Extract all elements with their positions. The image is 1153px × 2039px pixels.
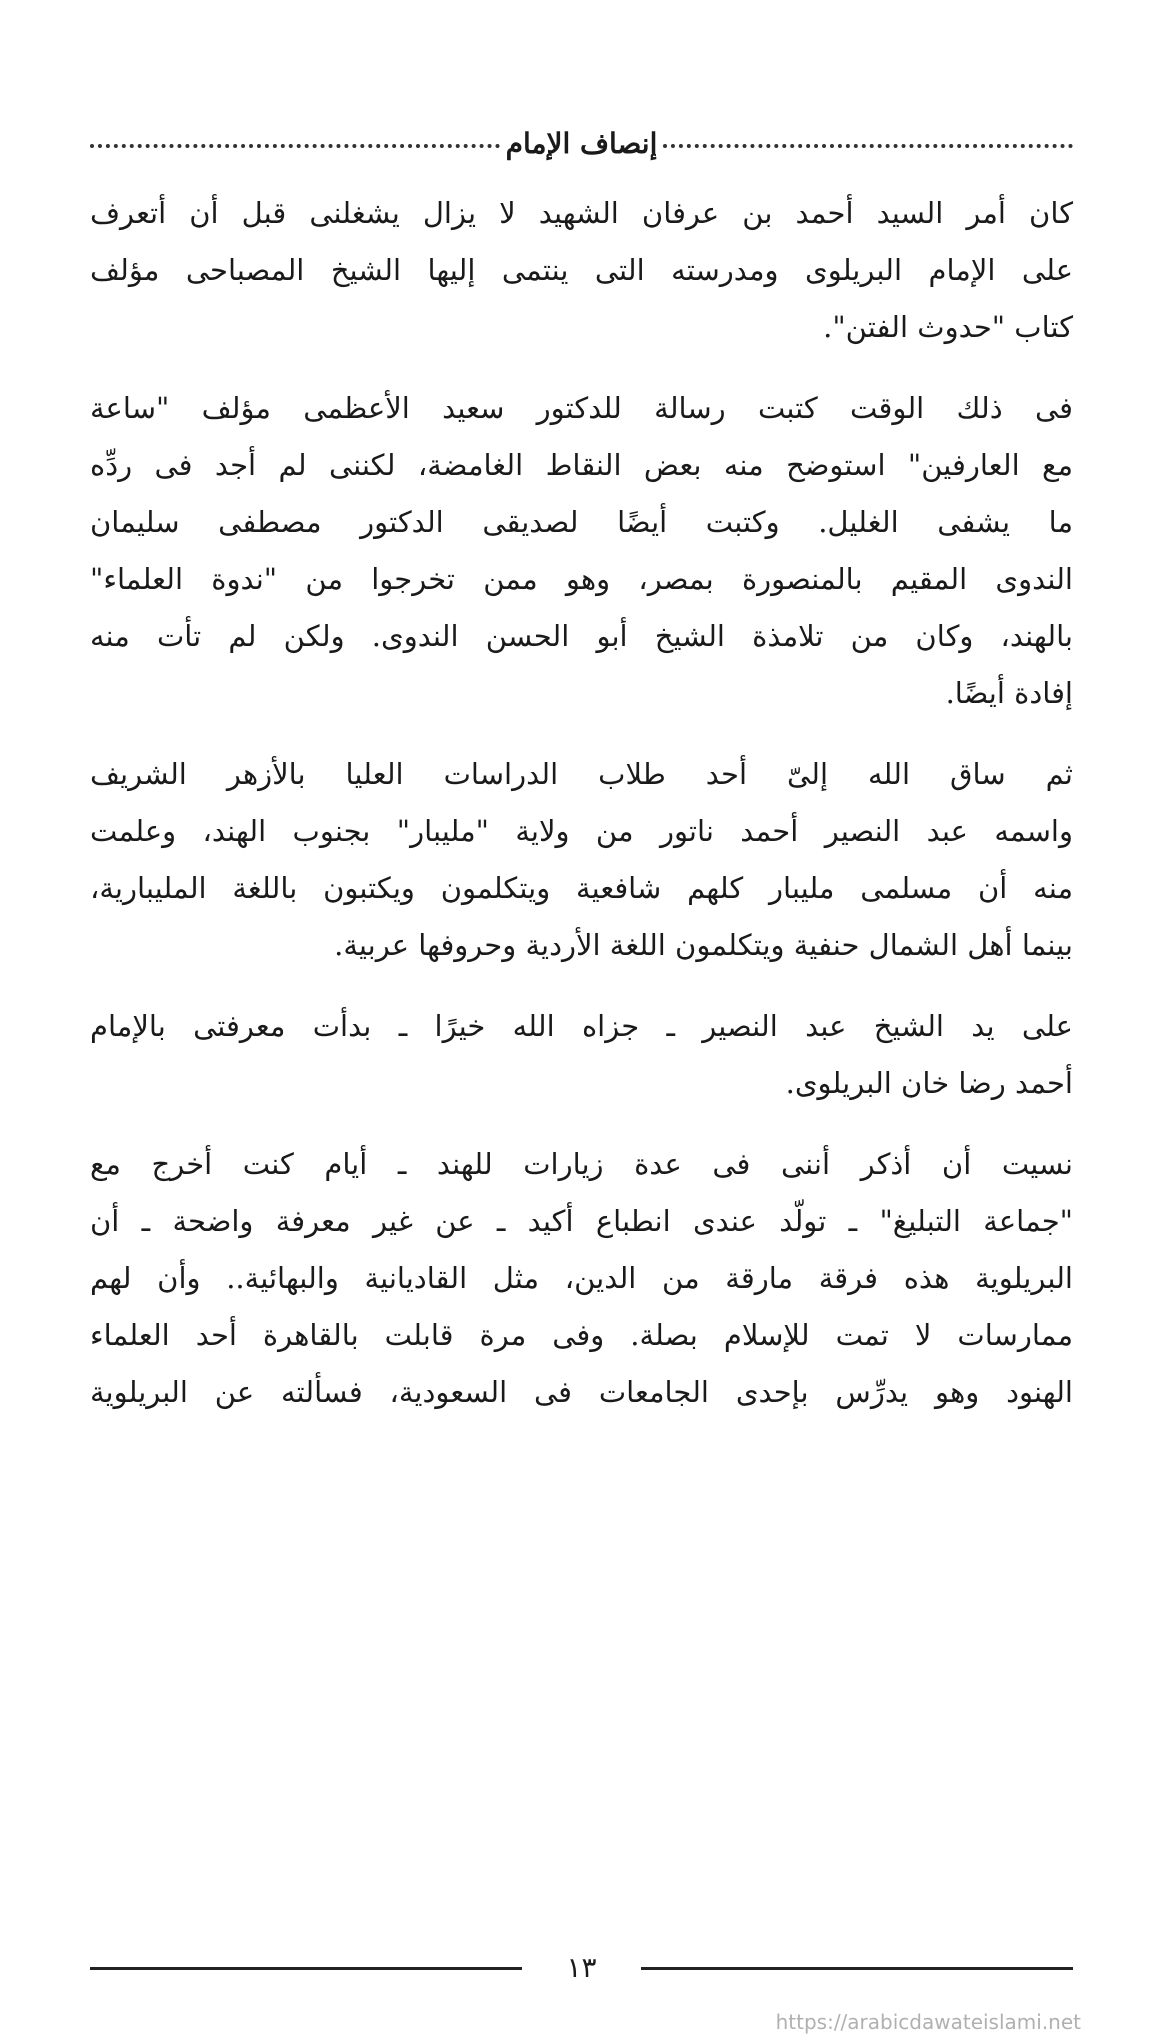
text-line: على الإمام البريلوى ومدرسته التى ينتمى إليها الشيخ المصباحى مؤلف bbox=[90, 253, 1073, 287]
paragraph bbox=[90, 998, 1073, 1112]
watermark-url: https://arabicdawateislami.net bbox=[775, 2010, 1081, 2034]
text-line: واسمه عبد النصير أحمد ناتور من ولاية "مليبار" بجنوب الهند، وعلمت bbox=[90, 814, 1073, 848]
page-number: ١٣ bbox=[566, 1951, 597, 1984]
text-line: منه أن مسلمى مليبار كلهم شافعية ويتكلمون ويكتبون باللغة المليبارية، bbox=[90, 871, 1073, 905]
text-line: ما يشفى الغليل. وكتبت أيضًا لصديقى الدكتور مصطفى سليمان bbox=[90, 505, 1073, 539]
text-line: كان أمر السيد أحمد بن عرفان الشهيد لا يزال يشغلنى قبل أن أتعرف bbox=[90, 196, 1073, 230]
paragraph bbox=[90, 746, 1073, 974]
running-header-title: إنصاف الإمام bbox=[505, 127, 658, 160]
text-line: أحمد رضا خان البريلوى. bbox=[785, 1066, 1073, 1100]
footer-rule-right bbox=[641, 1967, 1073, 1970]
text-line: مع العارفين" استوضح منه بعض النقاط الغامضة، لكننى لم أجد فى ردِّه bbox=[90, 448, 1073, 482]
text-line: بالهند، وكان من تلامذة الشيخ أبو الحسن الندوى. ولكن لم تأت منه bbox=[90, 619, 1073, 653]
paragraph bbox=[90, 185, 1073, 356]
text-line: فى ذلك الوقت كتبت رسالة للدكتور سعيد الأعظمى مؤلف "ساعة bbox=[90, 391, 1073, 425]
text-line: ممارسات لا تمت للإسلام بصلة. وفى مرة قابلت بالقاهرة أحد العلماء bbox=[90, 1318, 1074, 1352]
header-dotted-leader-right bbox=[663, 144, 1073, 148]
text-line: على يد الشيخ عبد النصير ـ جزاه الله خيرًا ـ بدأت معرفتى بالإمام bbox=[90, 1009, 1073, 1043]
paragraph bbox=[90, 380, 1073, 722]
running-header bbox=[90, 118, 1073, 158]
text-line: إفادة أيضًا. bbox=[945, 676, 1073, 710]
page-footer bbox=[90, 1948, 1073, 1988]
body-text bbox=[90, 185, 1073, 1445]
text-line: ثم ساق الله إلىّ أحد طلاب الدراسات العليا بالأزهر الشريف bbox=[90, 757, 1073, 791]
footer-rule-left bbox=[90, 1967, 522, 1970]
text-line: بينما أهل الشمال حنفية ويتكلمون اللغة الأردية وحروفها عربية. bbox=[334, 928, 1073, 962]
text-line: الندوى المقيم بالمنصورة بمصر، وهو ممن تخرجوا من "ندوة العلماء" bbox=[90, 562, 1073, 596]
book-page bbox=[90, 0, 1073, 2039]
text-line: كتاب "حدوث الفتن". bbox=[823, 310, 1073, 344]
text-line: البريلوية هذه فرقة مارقة من الدين، مثل القاديانية والبهائية.. وأن لهم bbox=[90, 1261, 1073, 1295]
text-line: "جماعة التبليغ" ـ تولّد عندى انطباع أكيد ـ عن غير معرفة واضحة ـ أن bbox=[90, 1204, 1073, 1238]
text-line: نسيت أن أذكر أننى فى عدة زيارات للهند ـ أيام كنت أخرج مع bbox=[90, 1147, 1073, 1181]
header-dotted-leader-left bbox=[90, 144, 500, 148]
paragraph bbox=[90, 1136, 1073, 1421]
text-line: الهنود وهو يدرِّس بإحدى الجامعات فى السعودية، فسألته عن البريلوية bbox=[90, 1375, 1073, 1409]
